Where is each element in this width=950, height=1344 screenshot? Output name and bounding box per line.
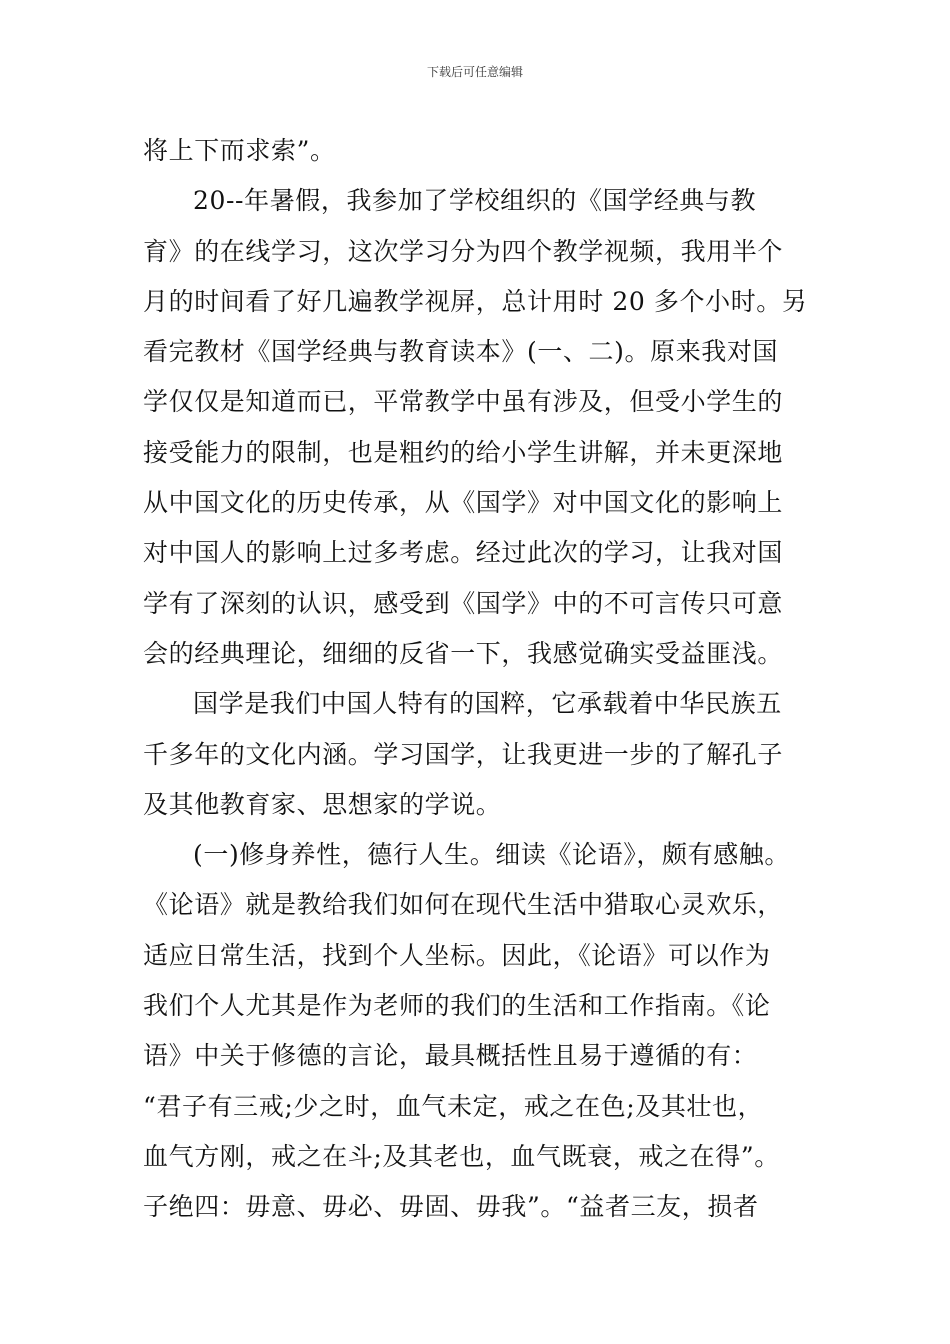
text-line: 对中国人的影响上过多考虑。经过此次的学习，让我对国 [143, 538, 784, 568]
text-line: 学仅仅是知道而已，平常教学中虽有涉及，但受小学生的 [143, 387, 784, 417]
text-line: 适应日常生活，找到个人坐标。因此，《论语》可以作为 [143, 940, 771, 970]
text-line: 《论语》就是教给我们如何在现代生活中猎取心灵欢乐， [143, 890, 784, 920]
text-line: 从中国文化的历史传承，从《国学》对中国文化的影响上 [143, 488, 784, 518]
text-line: 学有了深刻的认识，感受到《国学》中的不可言传只可意 [143, 588, 784, 618]
text-line: 子绝四：毋意、毋必、毋固、毋我”。“益者三友，损者 [143, 1192, 759, 1222]
text-line: 育》的在线学习，这次学习分为四个教学视频，我用半个 [143, 236, 784, 266]
text-line: 看完教材《国学经典与教育读本》(一、二)。原来我对国 [143, 337, 779, 367]
text-line: 20--年暑假，我参加了学校组织的《国学经典与教 [193, 186, 757, 216]
text-line: 会的经典理论，细细的反省一下，我感觉确实受益匪浅。 [143, 638, 784, 668]
text-line: “君子有三戒;少之时，血气未定，戒之在色;及其壮也， [143, 1091, 764, 1121]
document-body [143, 126, 843, 1233]
text-line: 将上下而求索”。 [143, 136, 336, 165]
text-line: 国学是我们中国人特有的国粹，它承载着中华民族五 [193, 689, 782, 719]
text-line: 千多年的文化内涵。学习国学，让我更进一步的了解孔子 [143, 739, 784, 769]
text-line: 语》中关于修德的言论，最具概括性且易于遵循的有： [143, 1041, 758, 1071]
text-line: 月的时间看了好几遍教学视屏，总计用时 20 多个小时。另 [143, 286, 808, 316]
text-line: (一)修身养性，德行人生。细读《论语》，颇有感触。 [193, 840, 791, 870]
text-line: 及其他教育家、思想家的学说。 [143, 789, 502, 819]
text-line: 血气方刚，戒之在斗;及其老也，血气既衰，戒之在得”。 [143, 1141, 780, 1171]
text-line: 我们个人尤其是作为老师的我们的生活和工作指南。《论 [143, 991, 771, 1021]
page-header: 下载后可任意编辑 [426, 65, 523, 79]
text-line: 接受能力的限制，也是粗约的给小学生讲解，并未更深地 [143, 437, 784, 467]
